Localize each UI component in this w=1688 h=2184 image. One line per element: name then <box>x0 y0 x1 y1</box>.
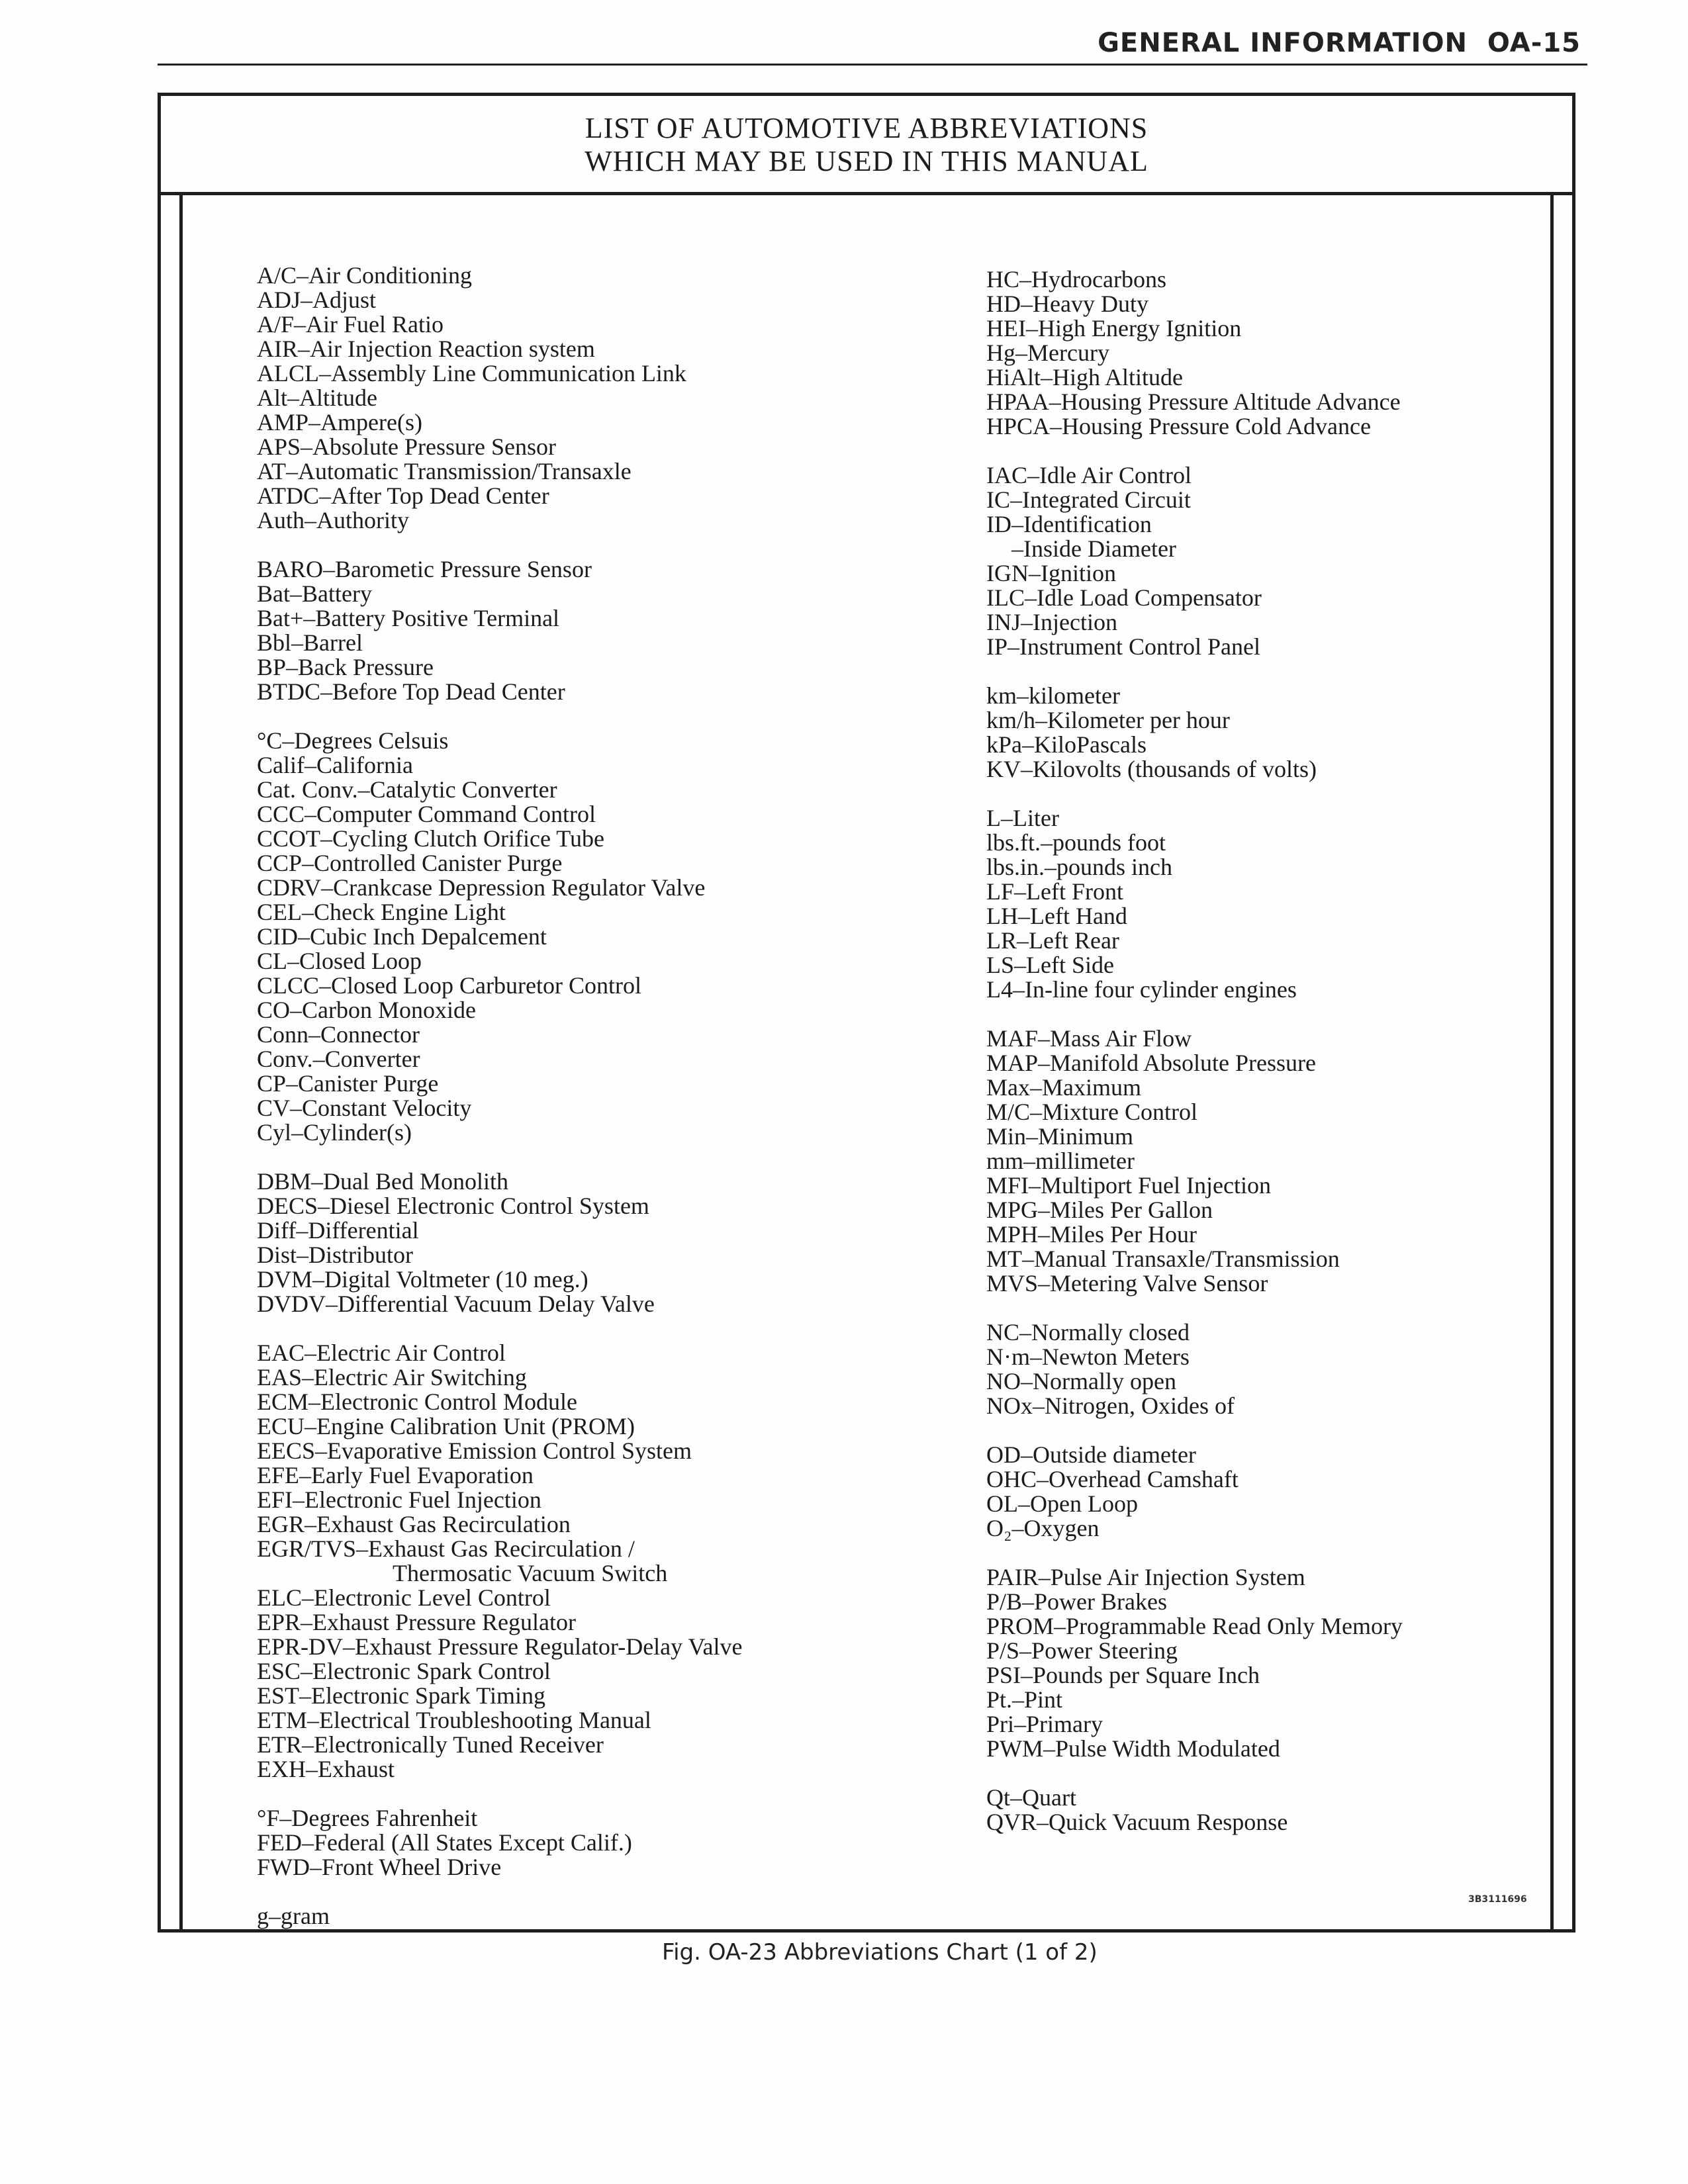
abbreviation-entry: DVM–Digital Voltmeter (10 meg.) <box>257 1266 588 1293</box>
abbreviation-entry: MAP–Manifold Absolute Pressure <box>986 1050 1316 1076</box>
abbreviation-entry: ILC–Idle Load Compensator <box>986 584 1262 611</box>
abbreviation-entry: M/C–Mixture Control <box>986 1099 1198 1125</box>
group-spacer <box>986 782 1403 806</box>
abbreviation-entry: Auth–Authority <box>257 507 409 533</box>
abbreviation-entry: ELC–Electronic Level Control <box>257 1584 551 1611</box>
abbreviation-entry: LF–Left Front <box>986 878 1123 905</box>
group-spacer <box>986 1296 1403 1320</box>
title-line-2: WHICH MAY BE USED IN THIS MANUAL <box>585 145 1149 177</box>
abbreviation-entry: Diff–Differential <box>257 1217 419 1244</box>
abbreviation-entry: ECM–Electronic Control Module <box>257 1388 577 1415</box>
abbreviation-entry: CID–Cubic Inch Depalcement <box>257 923 547 950</box>
abbreviation-entry: NO–Normally open <box>986 1368 1176 1394</box>
abbreviation-entry: EFI–Electronic Fuel Injection <box>257 1486 541 1513</box>
abbreviation-entry: OD–Outside diameter <box>986 1441 1196 1468</box>
abbreviation-entry: INJ–Injection <box>986 609 1117 635</box>
abbreviation-entry: Bat+–Battery Positive Terminal <box>257 605 560 631</box>
abbreviation-entry: EGR–Exhaust Gas Recirculation <box>257 1511 571 1537</box>
abbreviation-entry: APS–Absolute Pressure Sensor <box>257 433 557 460</box>
abbreviation-entry: CCP–Controlled Canister Purge <box>257 850 563 876</box>
abbreviation-entry: CL–Closed Loop <box>257 948 422 974</box>
abbreviation-entry: EAS–Electric Air Switching <box>257 1364 527 1390</box>
abbreviation-entry: Cat. Conv.–Catalytic Converter <box>257 776 557 803</box>
abbreviation-entry: Alt–Altitude <box>257 385 377 411</box>
abbreviation-entry: NC–Normally closed <box>986 1319 1190 1345</box>
abbreviation-entry: ECU–Engine Calibration Unit (PROM) <box>257 1413 635 1439</box>
abbreviation-entry: Thermosatic Vacuum Switch <box>393 1560 668 1586</box>
abbreviation-entry: MPG–Miles Per Gallon <box>986 1197 1213 1223</box>
abbreviation-entry: L4–In-line four cylinder engines <box>986 976 1297 1003</box>
abbreviation-entry: HiAlt–High Altitude <box>986 364 1183 390</box>
abbreviation-entry: PSI–Pounds per Square Inch <box>986 1662 1260 1688</box>
abbreviation-entry: Pri–Primary <box>986 1711 1103 1737</box>
list-title <box>161 96 1572 195</box>
abbreviation-entry: LH–Left Hand <box>986 903 1127 929</box>
abbreviation-entry: ALCL–Assembly Line Communication Link <box>257 360 686 387</box>
abbreviation-entry: Max–Maximum <box>986 1074 1141 1101</box>
abbreviation-entry: EPR-DV–Exhaust Pressure Regulator-Delay Valve <box>257 1633 743 1660</box>
abbreviation-entry: ATDC–After Top Dead Center <box>257 482 549 509</box>
abbreviation-entry: FWD–Front Wheel Drive <box>257 1854 502 1880</box>
abbreviation-entry: CLCC–Closed Loop Carburetor Control <box>257 972 641 999</box>
abbreviation-entry: KV–Kilovolts (thousands of volts) <box>986 756 1317 782</box>
abbreviation-entry: AT–Automatic Transmission/Transaxle <box>257 458 632 484</box>
abbreviation-entry: Conn–Connector <box>257 1021 420 1048</box>
abbreviation-entry: Min–Minimum <box>986 1123 1134 1150</box>
group-spacer <box>986 1418 1403 1443</box>
abbreviation-entry: kPa–KiloPascals <box>986 731 1147 758</box>
abbreviation-entry: CCC–Computer Command Control <box>257 801 596 827</box>
group-spacer <box>257 533 742 557</box>
abbreviation-entry: O₂–Oxygen <box>986 1515 1100 1541</box>
abbreviation-entry: A/C–Air Conditioning <box>257 262 473 289</box>
abbreviation-entry: EGR/TVS–Exhaust Gas Recirculation / <box>257 1535 635 1562</box>
abbreviation-entry: Cyl–Cylinder(s) <box>257 1119 412 1146</box>
abbreviation-entry: ESC–Electronic Spark Control <box>257 1658 551 1684</box>
abbreviation-entry: CP–Canister Purge <box>257 1070 439 1097</box>
abbreviation-entry: CO–Carbon Monoxide <box>257 997 476 1023</box>
abbreviation-entry: –Inside Diameter <box>1011 535 1176 562</box>
abbreviation-entry: Dist–Distributor <box>257 1242 414 1268</box>
abbreviation-entry: Qt–Quart <box>986 1784 1076 1811</box>
abbreviation-entry: A/F–Air Fuel Ratio <box>257 311 444 338</box>
header-page-number: OA-15 <box>1487 28 1581 58</box>
abbreviation-entry: IP–Instrument Control Panel <box>986 633 1260 660</box>
abbreviation-entry: IAC–Idle Air Control <box>986 462 1192 488</box>
abbreviation-entry: OHC–Overhead Camshaft <box>986 1466 1239 1492</box>
group-spacer <box>986 659 1403 684</box>
abbreviation-entry: MAF–Mass Air Flow <box>986 1025 1192 1052</box>
abbreviation-entry: IC–Integrated Circuit <box>986 486 1191 513</box>
abbreviation-entry: EFE–Early Fuel Evaporation <box>257 1462 534 1488</box>
abbreviation-entry: P/S–Power Steering <box>986 1637 1178 1664</box>
abbreviation-entry: Bbl–Barrel <box>257 629 363 656</box>
abbreviation-entry: DECS–Diesel Electronic Control System <box>257 1193 649 1219</box>
abbreviation-entry: HEI–High Energy Ignition <box>986 315 1242 341</box>
abbreviation-entry: ADJ–Adjust <box>257 287 377 313</box>
abbreviation-entry: Hg–Mercury <box>986 340 1109 366</box>
abbreviation-entry: lbs.ft.–pounds foot <box>986 829 1166 856</box>
abbreviation-entry: N·m–Newton Meters <box>986 1343 1190 1370</box>
header-divider <box>158 64 1587 66</box>
abbreviation-entry: DVDV–Differential Vacuum Delay Valve <box>257 1291 655 1317</box>
abbreviation-entry: LR–Left Rear <box>986 927 1119 954</box>
group-spacer <box>986 1002 1403 1026</box>
abbreviation-entry: MFI–Multiport Fuel Injection <box>986 1172 1271 1199</box>
abbreviation-entry: DBM–Dual Bed Monolith <box>257 1168 509 1195</box>
abbreviation-entry: AIR–Air Injection Reaction system <box>257 336 595 362</box>
abbreviation-entry: PWM–Pulse Width Modulated <box>986 1735 1280 1762</box>
group-spacer <box>986 1541 1403 1565</box>
abbreviation-entry: AMP–Ampere(s) <box>257 409 422 435</box>
abbreviation-entry: BTDC–Before Top Dead Center <box>257 678 565 705</box>
group-spacer <box>986 439 1403 463</box>
abbreviation-entry: CEL–Check Engine Light <box>257 899 506 925</box>
abbreviation-entry: HD–Heavy Duty <box>986 291 1149 317</box>
abbreviation-entry: Conv.–Converter <box>257 1046 420 1072</box>
abbreviation-entry: ETM–Electrical Troubleshooting Manual <box>257 1707 651 1733</box>
abbreviation-entry: ETR–Electronically Tuned Receiver <box>257 1731 604 1758</box>
abbreviation-entry: MT–Manual Transaxle/Transmission <box>986 1246 1340 1272</box>
abbreviation-entry: lbs.in.–pounds inch <box>986 854 1173 880</box>
page-header <box>1098 28 1581 58</box>
abbreviation-entry: km/h–Kilometer per hour <box>986 707 1230 733</box>
abbreviation-entry: CDRV–Crankcase Depression Regulator Valve <box>257 874 706 901</box>
abbreviation-entry: PAIR–Pulse Air Injection System <box>986 1564 1305 1590</box>
abbreviation-entry: °C–Degrees Celsuis <box>257 727 449 754</box>
abbreviation-entry: HPAA–Housing Pressure Altitude Advance <box>986 388 1401 415</box>
abbreviation-entry: HC–Hydrocarbons <box>986 266 1166 293</box>
abbreviation-entry: BP–Back Pressure <box>257 654 434 680</box>
abbreviation-entry: QVR–Quick Vacuum Response <box>986 1809 1288 1835</box>
left-abbreviation-column <box>257 263 742 1929</box>
abbreviation-entry: NOx–Nitrogen, Oxides of <box>986 1392 1235 1419</box>
abbreviation-entry: P/B–Power Brakes <box>986 1588 1167 1615</box>
abbreviation-entry: LS–Left Side <box>986 952 1114 978</box>
abbreviation-entry: Pt.–Pint <box>986 1686 1063 1713</box>
abbreviation-entry: EAC–Electric Air Control <box>257 1340 506 1366</box>
abbreviation-entry: FED–Federal (All States Except Calif.) <box>257 1829 632 1856</box>
group-spacer <box>257 1880 742 1904</box>
abbreviation-entry: g–gram <box>257 1903 330 1929</box>
abbreviation-entry: CV–Constant Velocity <box>257 1095 472 1121</box>
abbreviation-entry: EXH–Exhaust <box>257 1756 395 1782</box>
abbreviation-entry: °F–Degrees Fahrenheit <box>257 1805 478 1831</box>
abbreviation-entry: BARO–Barometic Pressure Sensor <box>257 556 592 582</box>
abbreviation-entry: Calif–California <box>257 752 413 778</box>
abbreviation-entry: EPR–Exhaust Pressure Regulator <box>257 1609 576 1635</box>
abbreviation-entry: Bat–Battery <box>257 580 372 607</box>
group-spacer <box>257 1145 742 1169</box>
header-section: GENERAL INFORMATION <box>1098 28 1468 58</box>
title-line-1: LIST OF AUTOMOTIVE ABBREVIATIONS <box>585 112 1149 144</box>
abbreviation-entry: MPH–Miles Per Hour <box>986 1221 1197 1248</box>
group-spacer <box>257 704 742 729</box>
group-spacer <box>257 1316 742 1341</box>
abbreviation-entry: MVS–Metering Valve Sensor <box>986 1270 1268 1297</box>
reference-code: 3B3111696 <box>1468 1894 1527 1905</box>
abbreviation-entry: OL–Open Loop <box>986 1490 1138 1517</box>
figure-caption: Fig. OA-23 Abbreviations Chart (1 of 2) <box>662 1939 1098 1966</box>
abbreviation-entry: IGN–Ignition <box>986 560 1116 586</box>
group-spacer <box>257 1782 742 1806</box>
abbreviation-entry: HPCA–Housing Pressure Cold Advance <box>986 413 1371 439</box>
abbreviation-entry: ID–Identification <box>986 511 1152 537</box>
abbreviation-entry: CCOT–Cycling Clutch Orifice Tube <box>257 825 604 852</box>
right-abbreviation-column <box>986 267 1403 1835</box>
group-spacer <box>986 1761 1403 1786</box>
abbreviation-entry: EECS–Evaporative Emission Control System <box>257 1437 692 1464</box>
abbreviation-entry: L–Liter <box>986 805 1059 831</box>
abbreviation-entry: PROM–Programmable Read Only Memory <box>986 1613 1403 1639</box>
abbreviation-entry: EST–Electronic Spark Timing <box>257 1682 545 1709</box>
abbreviation-entry: km–kilometer <box>986 682 1120 709</box>
abbreviation-entry: mm–millimeter <box>986 1148 1135 1174</box>
